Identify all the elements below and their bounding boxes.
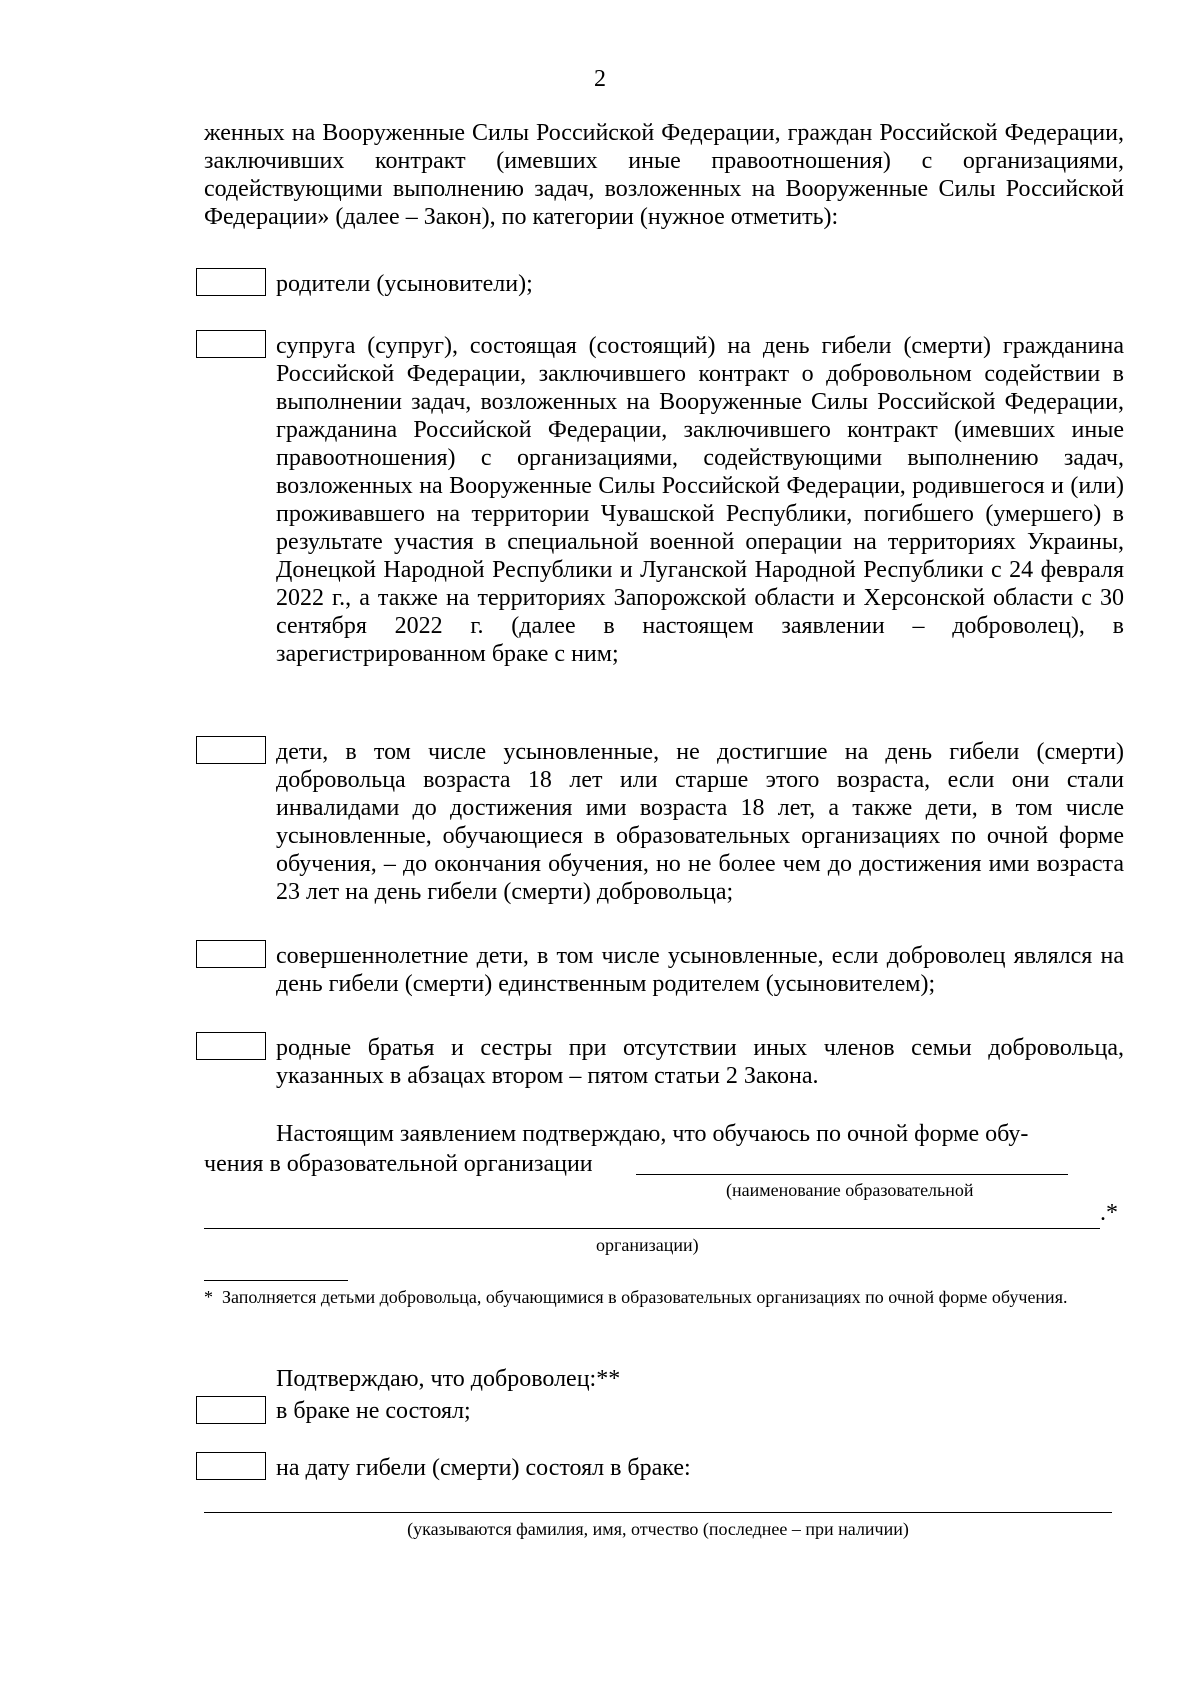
education-statement-line2: чения в образовательной организации bbox=[204, 1151, 593, 1177]
spouse-name-hint: (указываются фамилия, имя, отчество (последнее – при наличии) bbox=[407, 1519, 909, 1539]
organization-hint: (наименование образовательной bbox=[726, 1180, 974, 1200]
category-siblings-label: родные братья и сестры при отсутствии иных членов семьи добровольца, указанных в абзацах втором – пятом статьи 2 Закона. bbox=[276, 1035, 1124, 1089]
intro-paragraph: женных на Вооруженные Силы Российской Федерации, граждан Российской Федерации, заключивших контракт (имевших иные правоотношения) с организациями, содействующими выполнению задач, возложенных на Вооруженные Силы Российской Федерации» (далее – Закон), по категории (нужное отметить): bbox=[204, 120, 1124, 230]
footnote-reference: .* bbox=[1100, 1200, 1118, 1226]
checkbox-siblings[interactable] bbox=[196, 1032, 266, 1060]
footnote-divider bbox=[204, 1280, 348, 1281]
checkbox-parents[interactable] bbox=[196, 268, 266, 296]
footnote-text: Заполняется детьми добровольца, обучающимися в образовательных организациях по очной форме обучения. bbox=[222, 1287, 1068, 1307]
category-adult-children-label: совершеннолетние дети, в том числе усыновленные, если доброволец являлся на день гибели (смерти) единственным родителем (усыновителем); bbox=[276, 943, 1124, 997]
checkbox-spouse[interactable] bbox=[196, 330, 266, 358]
spouse-name-field[interactable] bbox=[204, 1512, 1112, 1513]
checkbox-not-married[interactable] bbox=[196, 1396, 266, 1424]
category-children-label: дети, в том числе усыновленные, не достигшие на день гибели (смерти) добровольца возраста 18 лет или старше этого возраста, если они стали инвалидами до достижения ими возраста 18 лет, а также дети, в том числе усыновленные, обучающиеся в образовательных организациях по очной форме обучения, – до окончания обучения, но не более чем до достижения ими возраста 23 лет на день гибели (смерти) добровольца; bbox=[276, 739, 1124, 905]
organization-hint-continued: организации) bbox=[596, 1235, 699, 1255]
confirm-heading: Подтверждаю, что доброволец:** bbox=[276, 1366, 621, 1392]
option-not-married-label: в браке не состоял; bbox=[276, 1398, 471, 1424]
organization-name-field[interactable] bbox=[636, 1174, 1068, 1175]
checkbox-children[interactable] bbox=[196, 736, 266, 764]
education-statement-line1: Настоящим заявлением подтверждаю, что обучаюсь по очной форме обу- bbox=[276, 1121, 1029, 1147]
page-number: 2 bbox=[594, 66, 606, 92]
option-married-label: на дату гибели (смерти) состоял в браке: bbox=[276, 1455, 691, 1481]
organization-name-field-continued[interactable] bbox=[204, 1228, 1100, 1229]
category-spouse-label: супруга (супруг), состоящая (состоящий) на день гибели (смерти) гражданина Российской Федерации, заключившего контракт о добровольном содействии в выполнении задач, возложенных на Вооруженные Силы Российской Федерации, гражданина Российской Федерации, заключившего контракт (имевших иные правоотношения) с организациями, содействующими выполнению задач, возложенных на Вооруженные Силы Российской Федерации, родившегося и (или) проживавшего на территории Чувашской Республики, погибшего (умершего) в результате участия в специальной военной операции на территориях Украины, Донецкой Народной Республики и Луганской Народной Республики с 24 февраля 2022 г., а также на территориях Запорожской области и Херсонской области с 30 сентября 2022 г. (далее в настоящем заявлении – доброволец), в зарегистрированном браке с ним; bbox=[276, 333, 1124, 667]
checkbox-adult-children[interactable] bbox=[196, 940, 266, 968]
category-parents-label: родители (усыновители); bbox=[276, 271, 533, 297]
footnote-marker: * bbox=[204, 1287, 213, 1307]
checkbox-married[interactable] bbox=[196, 1452, 266, 1480]
